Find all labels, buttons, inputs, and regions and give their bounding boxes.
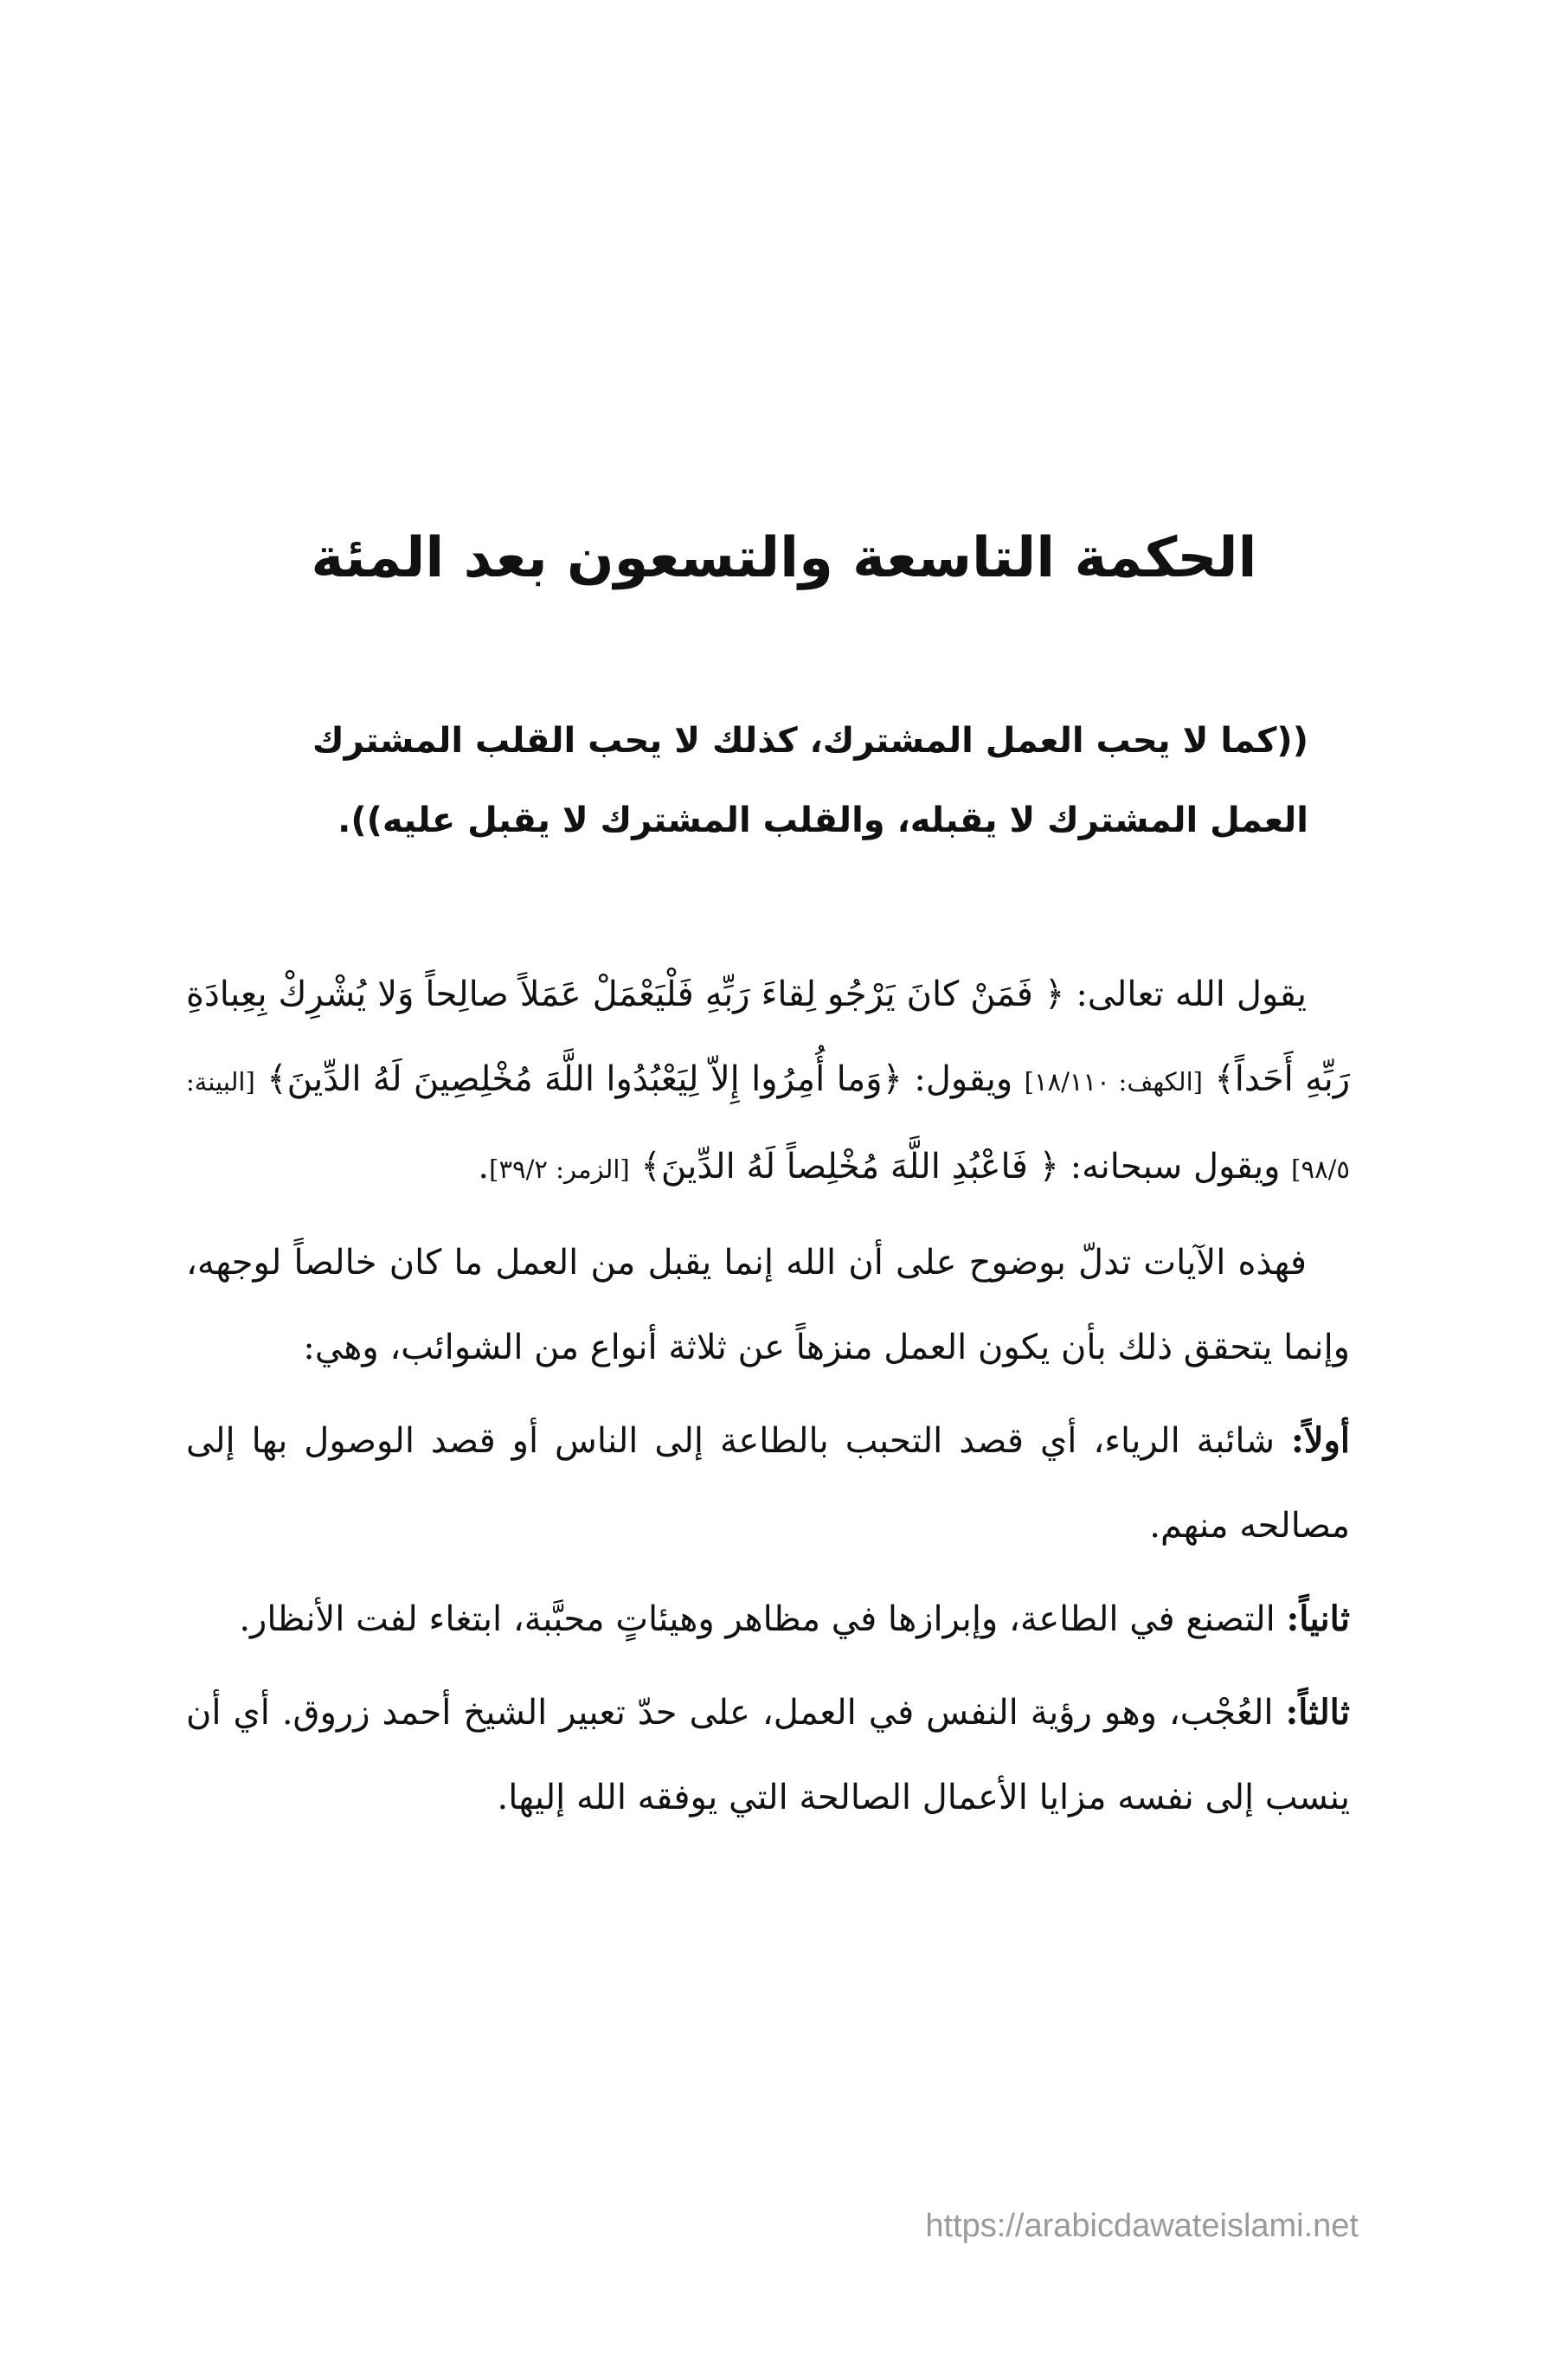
item-label-first: أولاً: <box>1290 1420 1350 1461</box>
verse-quran-39-2: ويقول سبحانه: ﴿ فَاعْبُدِ اللَّهَ مُخْلِصاً لَهُ الدِّينَ﴾ <box>640 1147 1281 1187</box>
item-text-second: التصنع في الطاعة، وإبرازها في مظاهر وهيئاتٍ محبَّبة، ابتغاء لفت الأنظار. <box>239 1599 1287 1639</box>
quote-line-2: العمل المشترك لا يقبله، والقلب المشترك لا يقبل عليه)). <box>337 801 1308 840</box>
verse-quran-18-110: يقول الله تعالى: ﴿ فَمَنْ كانَ يَرْجُو لِقاءَ رَبِّهِ فَلْيَعْمَلْ عَمَلاً صالِحاً وَلا يُشْرِكْ بِعِبادَةِ رَبِّهِ أَحَداً﴾ <box>186 974 1351 1099</box>
verse-reference-kahf: [الكهف: ١٨/١١٠] <box>1024 1067 1203 1097</box>
verse-reference-zumar: [الزمر: ٣٩/٢] <box>489 1155 630 1184</box>
item-label-third: ثالثاً: <box>1285 1692 1350 1733</box>
page-title: الحكمة التاسعة والتسعون بعد المئة <box>311 526 1257 590</box>
list-item-first <box>186 1399 1350 1568</box>
list-item-third <box>186 1670 1350 1840</box>
verses-meaning-paragraph: فهذه الآيات تدلّ بوضوح على أن الله إنما يقبل من العمل ما كان خالصاً لوجهه، وإنما يتحقق ذلك بأن يكون العمل منزهاً عن ثلاثة أنواع من الشوائب، وهي: <box>186 1243 1350 1367</box>
quote-line-1: ((كما لا يحب العمل المشترك، كذلك لا يحب القلب المشترك <box>312 721 1308 761</box>
verses-end-mark: . <box>478 1147 490 1187</box>
wisdom-quote <box>183 701 1308 860</box>
item-text-third: العُجْب، وهو رؤية النفس في العمل، على حدّ تعبير الشيخ أحمد زروق. أي أن ينسب إلى نفسه مزايا الأعمال الصالحة التي يوفقه الله إليها. <box>186 1693 1350 1817</box>
list-item-second <box>186 1577 1350 1662</box>
website-watermark: https://arabicdawateislami.net <box>925 2208 1359 2244</box>
item-text-first: شائبة الرياء، أي قصد التحبب بالطاعة إلى الناس أو قصد الوصول بها إلى مصالحه منهم. <box>186 1421 1350 1546</box>
verses-paragraph <box>186 952 1350 1212</box>
commentary-body <box>186 952 1350 1849</box>
item-label-second: ثانياً: <box>1286 1598 1350 1639</box>
verse-reference-bayyina: [البينة: ٩٨/٥] <box>186 1067 1350 1184</box>
verse-quran-98-5: ويقول: ﴿وَما أُمِرُوا إِلاّ لِيَعْبُدُوا اللَّهَ مُخْلِصِينَ لَهُ الدِّينَ﴾ <box>267 1059 1013 1099</box>
